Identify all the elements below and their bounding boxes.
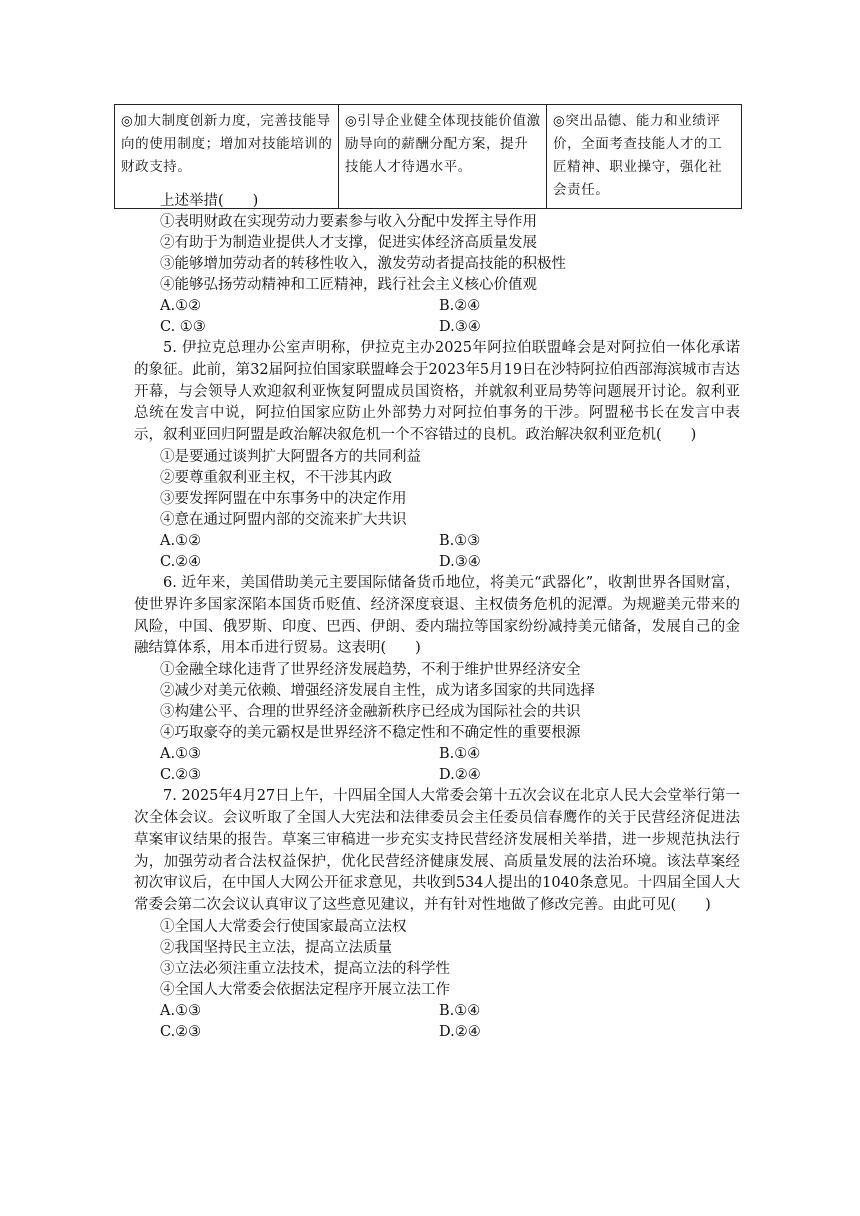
- question-5-choice-c[interactable]: C.②④: [160, 553, 202, 570]
- question-4-choices-row2: [160, 317, 740, 338]
- question-6-choices-row1: [160, 744, 740, 765]
- question-5-choice-a[interactable]: A.①②: [160, 532, 202, 549]
- question-4-choice-c[interactable]: C. ①③: [160, 319, 206, 335]
- question-5-option-2: ②要尊重叙利亚主权，不干涉其内政: [160, 469, 392, 486]
- question-7-stem: 7. 2025年4月27日上午，十四届全国人大常委会第十五次会议在北京人民大会堂举行第一次全体会议。会议听取了全国人大宪法和法律委员会主任委员信春鹰作的关于民营经济促进法草案审议结果的报告。草案三审稿进一步充实支持民营经济发展相关举措，进一步规范执法行为，加强劳动者合法权益保护，优化民营经济健康发展、高质量发展的法治环境。该法草案经初次审议后，在中国人大网公开征求意见，共收到534人提出的1040条意见。十四届全国人大常委会第二次会议认真审议了这些意见建议，并有针对性地做了修改完善。由此可见( ): [134, 788, 740, 914]
- question-4-choice-b[interactable]: B.②④: [439, 298, 481, 314]
- question-6-choices-row2: [160, 765, 740, 786]
- question-7-choice-b[interactable]: B.①④: [439, 1002, 481, 1019]
- question-5-choice-d[interactable]: D.③④: [439, 553, 481, 570]
- questions-content: [134, 191, 740, 1043]
- question-6-stem: 6. 近年来，美国借助美元主要国际储备货币地位，将美元“武器化”，收割世界各国财富，使世界许多国家深陷本国货币贬值、经济深度衰退、主权债务危机的泥潭。为规避美元带来的风险，中国、俄罗斯、印度、巴西、伊朗、委内瑞拉等国家纷纷减持美元储备，发展自己的金融结算体系，用本币进行贸易。这表明( ): [134, 574, 740, 657]
- question-4-choices-row1: [160, 296, 740, 317]
- question-7: [134, 786, 740, 1043]
- question-7-choice-a[interactable]: A.①③: [160, 1002, 202, 1019]
- question-5: [134, 338, 740, 573]
- question-7-option-3: ③立法必须注重立法技术，提高立法的科学性: [160, 960, 450, 977]
- question-6-option-1: ①金融全球化违背了世界经济发展趋势，不利于维护世界经济安全: [160, 662, 581, 679]
- question-7-choices-row1: [160, 1001, 740, 1022]
- question-5-choices-row2: [160, 552, 740, 573]
- table-cell-evaluation: ◎突出品德、能力和业绩评价，全面考查技能人才的工匠精神、职业操守，强化社会责任。: [547, 105, 742, 209]
- question-6-choice-c[interactable]: C.②③: [160, 767, 202, 784]
- question-4-option-3: ③能够增加劳动者的转移性收入，激发劳动者提高技能的积极性: [160, 256, 566, 272]
- question-4-option-1: ①表明财政在实现劳动力要素参与收入分配中发挥主导作用: [160, 214, 537, 230]
- question-6: [134, 573, 740, 786]
- question-6-option-4: ④巧取豪夺的美元霸权是世界经济不稳定性和不确定性的重要根源: [160, 725, 581, 742]
- question-4: [160, 191, 740, 338]
- question-6-choice-b[interactable]: B.①④: [439, 746, 481, 763]
- question-5-option-4: ④意在通过阿盟内部的交流来扩大共识: [160, 511, 407, 528]
- question-6-option-3: ③构建公平、合理的世界经济金融新秩序已经成为国际社会的共识: [160, 704, 581, 721]
- question-5-stem: 5. 伊拉克总理办公室声明称，伊拉克主办2025年阿拉伯联盟峰会是对阿拉伯一体化承诺的象征。此前，第32届阿拉伯国家联盟峰会于2023年5月19日在沙特阿拉伯西部海滨城市吉达开幕，与会领导人欢迎叙利亚恢复阿盟成员国资格，并就叙利亚局势等问题展开讨论。叙利亚总统在发言中说，阿拉伯国家应防止外部势力对阿拉伯事务的干涉。阿盟秘书长在发言中表示，叙利亚回归阿盟是政治解决叙危机一个不容错过的良机。政治解决叙利亚危机( ): [134, 340, 740, 444]
- question-6-choice-d[interactable]: D.②④: [439, 767, 481, 784]
- question-4-choice-a[interactable]: A.①②: [160, 298, 202, 314]
- question-4-stem: 上述举措( ): [160, 193, 259, 209]
- question-6-choice-a[interactable]: A.①③: [160, 746, 202, 763]
- question-7-choice-c[interactable]: C.②③: [160, 1023, 202, 1040]
- question-5-option-1: ①是要通过谈判扩大阿盟各方的共同利益: [160, 448, 421, 465]
- question-4-option-4: ④能够弘扬劳动精神和工匠精神，践行社会主义核心价值观: [160, 277, 537, 293]
- question-4-choice-d[interactable]: D.③④: [439, 319, 481, 335]
- question-5-choices-row1: [160, 531, 740, 552]
- question-6-option-2: ②减少对美元依赖、增强经济发展自主性，成为诸多国家的共同选择: [160, 683, 595, 700]
- table-cell-skill-system: ◎加大制度创新力度，完善技能导向的使用制度；增加对技能培训的财政支持。: [115, 105, 339, 209]
- question-7-option-4: ④全国人大常委会依据法定程序开展立法工作: [160, 981, 450, 998]
- table-cell-salary: ◎引导企业健全体现技能价值激励导向的薪酬分配方案，提升技能人才待遇水平。: [339, 105, 547, 209]
- question-7-option-2: ②我国坚持民主立法，提高立法质量: [160, 939, 392, 956]
- question-4-option-2: ②有助于为制造业提供人才支撑，促进实体经济高质量发展: [160, 235, 537, 251]
- question-5-choice-b[interactable]: B.①③: [439, 532, 481, 549]
- question-7-option-1: ①全国人大常委会行使国家最高立法权: [160, 918, 407, 935]
- question-7-choices-row2: [160, 1022, 740, 1043]
- question-7-choice-d[interactable]: D.②④: [439, 1023, 481, 1040]
- question-5-option-3: ③要发挥阿盟在中东事务中的决定作用: [160, 490, 407, 507]
